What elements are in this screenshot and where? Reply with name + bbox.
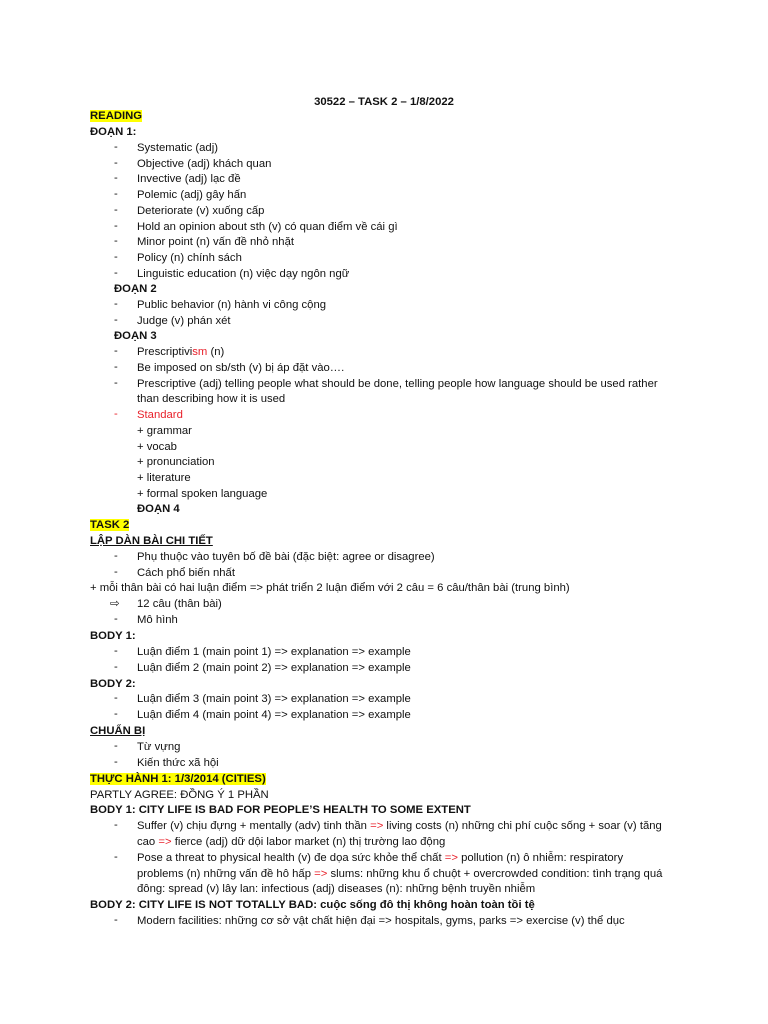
list-item: Luận điểm 3 (main point 3) => explanation => example bbox=[137, 693, 411, 705]
reading-heading-text: READING bbox=[90, 110, 143, 122]
list-item: Systematic (adj) bbox=[137, 142, 218, 154]
bullet-dash: - bbox=[114, 613, 118, 625]
doan1-heading: ĐOẠN 1: bbox=[90, 126, 137, 138]
text-segment: Suffer (v) chịu đựng + mentally (adv) tinh thần bbox=[137, 820, 371, 832]
bullet-dash: - bbox=[114, 188, 118, 200]
arrow-red: => bbox=[444, 852, 458, 864]
list-item: Public behavior (n) hành vi công cộng bbox=[137, 299, 327, 311]
plus-note: + mỗi thân bài có hai luận điểm => phát triển 2 luận điểm với 2 câu = 6 câu/thân bài (trung bình) bbox=[90, 582, 570, 594]
list-item: Judge (v) phán xét bbox=[137, 315, 231, 327]
list-item: Be imposed on sb/sth (v) bị áp đặt vào…. bbox=[137, 362, 345, 374]
list-item: Luận điểm 1 (main point 1) => explanation => example bbox=[137, 646, 411, 658]
prescriptivism-part3: (n) bbox=[207, 346, 225, 358]
list-item-continuation: than describing how it is used bbox=[137, 393, 286, 405]
bullet-dash: - bbox=[114, 204, 118, 216]
bullet-dash: - bbox=[114, 756, 118, 768]
list-item: Minor point (n) vấn đề nhỏ nhặt bbox=[137, 236, 294, 248]
bullet-dash: - bbox=[114, 251, 118, 263]
list-item-suffer bbox=[137, 819, 662, 835]
bullet-dash: - bbox=[114, 851, 118, 863]
bullet-dash: - bbox=[114, 235, 118, 247]
bullet-dash: - bbox=[114, 157, 118, 169]
bullet-dash: - bbox=[114, 708, 118, 720]
task2-heading bbox=[90, 518, 129, 534]
text-segment: slums: những khu ổ chuột + overcrowded condition: tình trạng quá bbox=[327, 868, 663, 880]
doan3-heading: ĐOẠN 3 bbox=[114, 330, 157, 342]
reading-heading bbox=[90, 109, 142, 125]
list-item: Invective (adj) lạc đề bbox=[137, 173, 241, 185]
bullet-dash: - bbox=[114, 172, 118, 184]
task2-heading-text: TASK 2 bbox=[90, 519, 130, 531]
list-item: 12 câu (thân bài) bbox=[137, 598, 222, 610]
standard-item: + grammar bbox=[137, 425, 192, 437]
list-item: Từ vựng bbox=[137, 741, 181, 753]
list-item-continuation: đông: spread (v) lây lan: infectious (adj) diseases (n): những bệnh truyền nhiễm bbox=[137, 883, 536, 895]
prescriptivism-suffix: sm bbox=[192, 346, 208, 358]
practice-heading-text: THỰC HÀNH 1: 1/3/2014 (CITIES) bbox=[90, 773, 266, 785]
body1-label: BODY 1: bbox=[90, 630, 136, 642]
bullet-dash: - bbox=[114, 740, 118, 752]
standard-item: + literature bbox=[137, 472, 191, 484]
standard-item: + vocab bbox=[137, 441, 177, 453]
bullet-dash: - bbox=[114, 692, 118, 704]
bullet-dash: - bbox=[114, 566, 118, 578]
doan2-heading: ĐOẠN 2 bbox=[114, 283, 157, 295]
list-item-continuation bbox=[137, 835, 445, 851]
arrow-icon: ⇨ bbox=[110, 598, 120, 610]
bullet-dash: - bbox=[114, 361, 118, 373]
outline-heading: LẬP DÀN BÀI CHI TIẾT bbox=[90, 535, 213, 547]
list-item: Linguistic education (n) việc dạy ngôn ngữ bbox=[137, 268, 350, 280]
practice-heading bbox=[90, 772, 266, 788]
standard-item: + formal spoken language bbox=[137, 488, 268, 500]
list-item: Objective (adj) khách quan bbox=[137, 158, 272, 170]
bullet-dash: - bbox=[114, 819, 118, 831]
document-title: 30522 – TASK 2 – 1/8/2022 bbox=[314, 96, 454, 108]
bullet-dash: - bbox=[114, 141, 118, 153]
standard-label: Standard bbox=[137, 409, 183, 421]
list-item-prescriptivism bbox=[137, 345, 224, 361]
doan4-heading: ĐOẠN 4 bbox=[137, 503, 180, 515]
bullet-dash: - bbox=[114, 661, 118, 673]
body2-label: BODY 2: bbox=[90, 678, 136, 690]
bullet-dash: - bbox=[114, 314, 118, 326]
bullet-dash: - bbox=[114, 220, 118, 232]
bullet-dash: - bbox=[114, 914, 118, 926]
list-item: Hold an opinion about sth (v) có quan điểm về cái gì bbox=[137, 221, 398, 233]
text-segment: cao bbox=[137, 836, 159, 848]
bullet-dash: - bbox=[114, 267, 118, 279]
arrow-red: => bbox=[370, 820, 384, 832]
bullet-dash: - bbox=[114, 298, 118, 310]
prescriptivism-part1: Prescriptivi bbox=[137, 346, 193, 358]
list-item: Modern facilities: những cơ sở vật chất hiện đại => hospitals, gyms, parks => exercise (v) thể dục bbox=[137, 915, 625, 927]
text-segment: pollution (n) ô nhiễm: respiratory bbox=[457, 852, 624, 864]
list-item: Prescriptive (adj) telling people what should be done, telling people how language should be used rather bbox=[137, 378, 658, 390]
standard-item: + pronunciation bbox=[137, 456, 215, 468]
practice-body1: BODY 1: CITY LIFE IS BAD FOR PEOPLE’S HEALTH TO SOME EXTENT bbox=[90, 804, 471, 816]
partly-agree: PARTLY AGREE: ĐỒNG Ý 1 PHẦN bbox=[90, 789, 269, 801]
arrow-red: => bbox=[158, 836, 172, 848]
bullet-dash: - bbox=[114, 377, 118, 389]
list-item: Kiến thức xã hội bbox=[137, 757, 219, 769]
bullet-dash: - bbox=[114, 550, 118, 562]
practice-body2: BODY 2: CITY LIFE IS NOT TOTALLY BAD: cuộc sống đô thị không hoàn toàn tồi tệ bbox=[90, 899, 535, 911]
list-item: Mô hình bbox=[137, 614, 178, 626]
list-item: Luận điểm 4 (main point 4) => explanation => example bbox=[137, 709, 411, 721]
list-item: Polemic (adj) gây hấn bbox=[137, 189, 247, 201]
list-item: Cách phổ biến nhất bbox=[137, 567, 235, 579]
text-segment: living costs (n) những chi phí cuộc sống + soar (v) tăng bbox=[383, 820, 662, 832]
list-item-pose-threat bbox=[137, 851, 623, 867]
list-item: Luận điểm 2 (main point 2) => explanation => example bbox=[137, 662, 411, 674]
list-item: Policy (n) chính sách bbox=[137, 252, 242, 264]
text-segment: Pose a threat to physical health (v) đe dọa sức khỏe thể chất bbox=[137, 852, 445, 864]
list-item: Phụ thuộc vào tuyên bố đề bài (đặc biệt: agree or disagree) bbox=[137, 551, 435, 563]
text-segment: problems (n) những vấn đề hô hấp bbox=[137, 868, 315, 880]
list-item: Deteriorate (v) xuống cấp bbox=[137, 205, 265, 217]
arrow-red: => bbox=[314, 868, 328, 880]
text-segment: fierce (adj) dữ dội labor market (n) thị trường lao động bbox=[171, 836, 446, 848]
chuan-bi-heading: CHUẨN BỊ bbox=[90, 725, 146, 737]
bullet-dash: - bbox=[114, 345, 118, 357]
list-item-continuation bbox=[137, 867, 662, 883]
bullet-dash: - bbox=[114, 408, 118, 420]
bullet-dash: - bbox=[114, 645, 118, 657]
